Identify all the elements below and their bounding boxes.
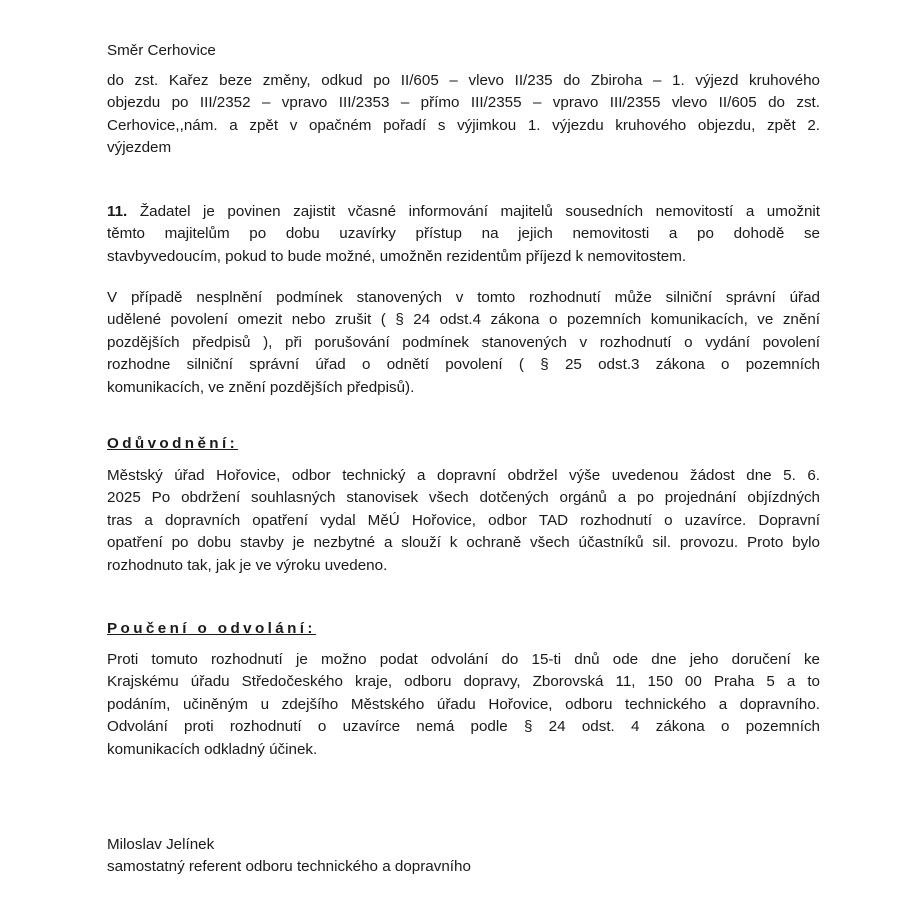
violation-line: rozhodne silniční správní úřad o odnětí povolení ( § 25 odst.3 zákona o pozemních — [107, 356, 820, 374]
violation-line: V případě nesplnění podmínek stanovených v tomto rozhodnutí může silniční správní úřad — [107, 289, 820, 306]
route-line: Cerhovice,,nám. a zpět v opačném pořadí s výjimkou 1. výjezdu kruhového objezdu, zpět 2. — [107, 116, 820, 134]
signatory-title: samostatný referent odboru technického a dopravního — [107, 858, 471, 876]
route-line: objezdu po III/2352 – vpravo III/2353 – přímo III/2355 – vpravo III/2355 vlevo II/605 do zst. — [107, 94, 820, 112]
condition-11-line: 11. Žadatel je povinen zajistit včasné informování majitelů sousedních nemovitostí a umožnit — [107, 203, 820, 220]
violation-line: udělené povolení omezit nebo zrušit ( § 24 odst.4 zákona o pozemních komunikacích, ve znění — [107, 311, 820, 329]
justification-paragraph — [107, 465, 820, 577]
condition-number: 11. — [107, 203, 128, 220]
appeal-line: komunikacích odkladný účinek. — [107, 740, 318, 758]
condition-11 — [107, 201, 820, 268]
appeal-paragraph — [107, 649, 820, 761]
violation-line: komunikacích, ve znění pozdějších předpisů). — [107, 378, 415, 396]
appeal-line: Odvolání proti rozhodnutí o uzavírce nemá podle § 24 odst. 4 zákona o pozemních — [107, 718, 820, 736]
appeal-heading: Poučení o odvolání: — [107, 620, 316, 637]
justification-line: tras a dopravních opatření vydal MěÚ Hořovice, odbor TAD rozhodnutí o uzavírce. Dopravní — [107, 511, 820, 529]
signature-block — [107, 834, 820, 879]
signatory-name: Miloslav Jelínek — [107, 836, 215, 853]
route-description — [107, 70, 820, 160]
appeal-line: podáním, učiněným u zdejšího Městského úřadu Hořovice, odboru technického a dopravního. — [107, 695, 820, 713]
justification-line: opatření po dobu stavby je nezbytné a slouží k ochraně všech účastníků sil. provozu. Proto bylo — [107, 534, 820, 552]
appeal-line: Krajskému úřadu Středočeského kraje, odboru dopravy, Zborovská 11, 150 00 Praha 5 a to — [107, 673, 820, 691]
route-line: do zst. Kařez beze změny, odkud po II/605 – vlevo II/235 do Zbiroha – 1. výjezd kruhového — [107, 72, 820, 89]
direction-heading: Směr Cerhovice — [107, 42, 216, 59]
violation-paragraph — [107, 287, 820, 399]
justification-line: rozhodnuto tak, jak je ve výroku uvedeno. — [107, 556, 388, 574]
condition-11-line: těmto majitelům po dobu uzavírky přístup na jejich nemovitosti a po dohodě se — [107, 225, 820, 243]
appeal-line: Proti tomuto rozhodnutí je možno podat odvolání do 15-ti dnů ode dne jeho doručení ke — [107, 651, 820, 668]
condition-11-line: stavbyvedoucím, pokud to bude možné, umožněn rezidentům příjezd k nemovitostem. — [107, 247, 687, 265]
route-line: výjezdem — [107, 139, 172, 157]
justification-line: Městský úřad Hořovice, odbor technický a dopravní obdržel výše uvedenou žádost dne 5. 6. — [107, 467, 820, 484]
justification-line: 2025 Po obdržení souhlasných stanovisek všech dotčených orgánů a po projednání objízdných — [107, 489, 820, 507]
justification-heading: Odůvodnění: — [107, 435, 239, 452]
violation-line: pozdějších předpisů ), při porušování podmínek stanovených v rozhodnutí o vydání povolení — [107, 333, 820, 351]
